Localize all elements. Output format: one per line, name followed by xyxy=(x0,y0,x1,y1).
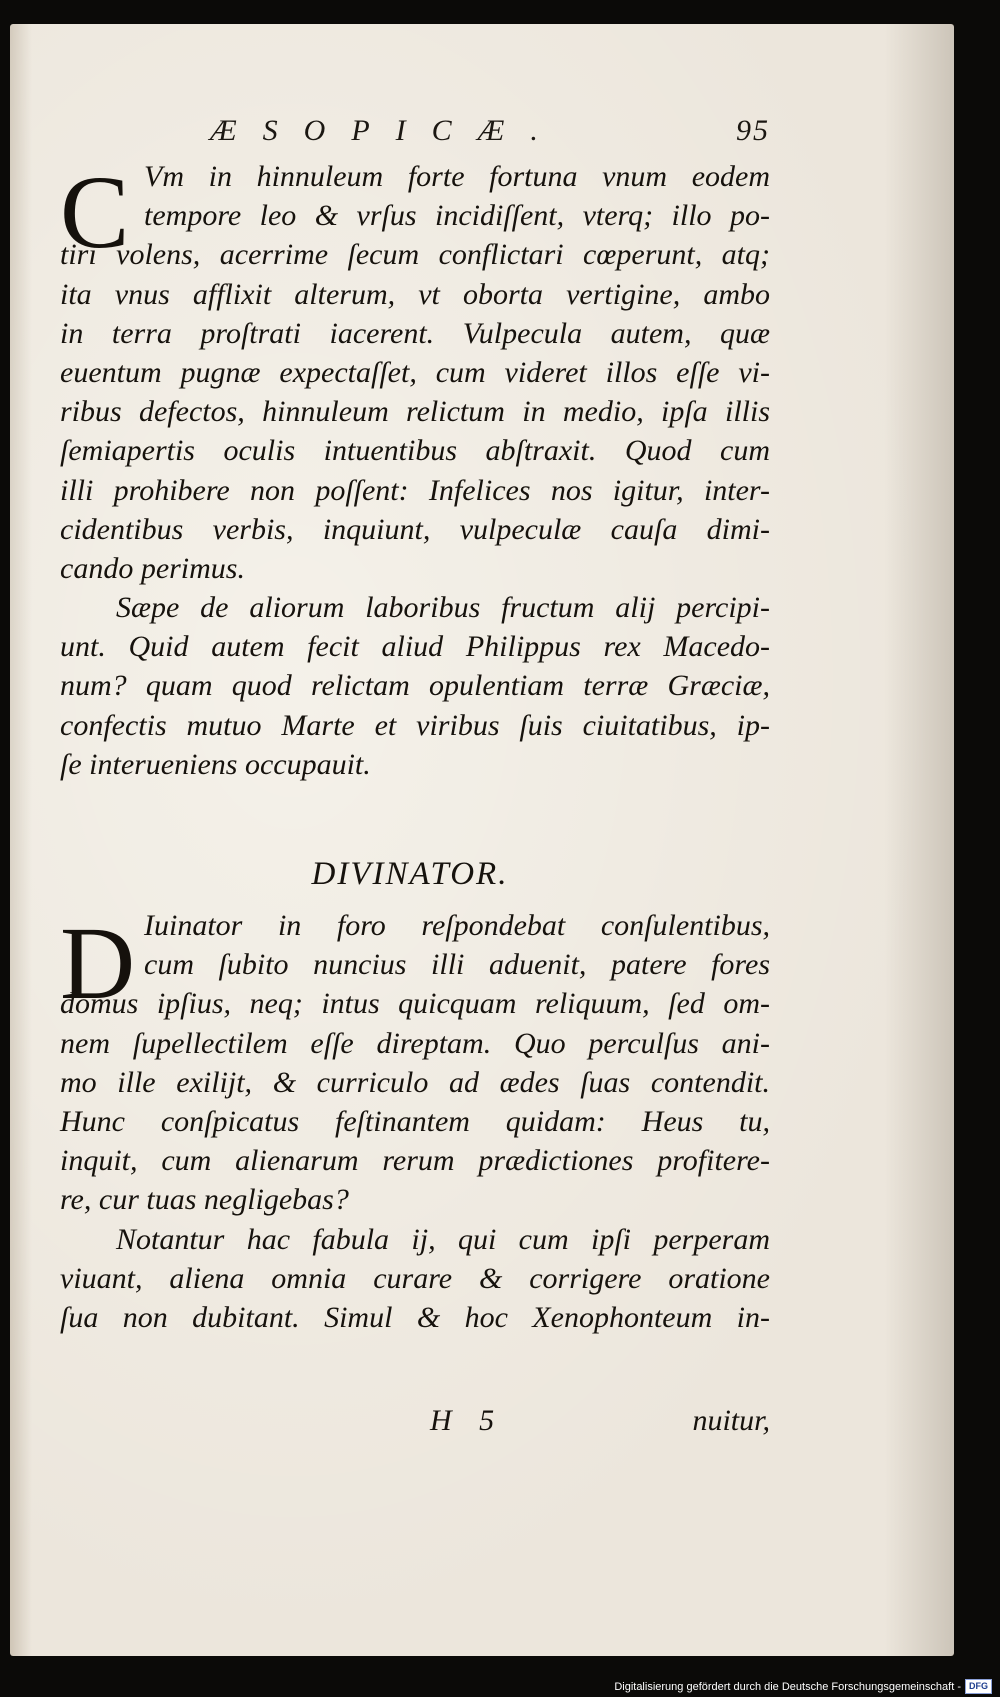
text-line: ſemiapertis oculis intuentibus abſtraxit. Quod cum xyxy=(60,434,770,468)
page-header xyxy=(210,114,770,154)
text-line: euentum pugnæ expectaſſet, cum videret illos eſſe vi- xyxy=(60,355,770,389)
moral-line: viuant, aliena omnia curare & corrigere oratione xyxy=(60,1261,770,1295)
text-line: cando perimus. xyxy=(60,551,245,585)
text-line: nem ſupellectilem eſſe direptam. Quo perculſus ani- xyxy=(60,1026,770,1060)
section-heading: DIVINATOR. xyxy=(311,856,509,892)
dfg-logo: DFG xyxy=(965,1679,992,1694)
text-line: domus ipſius, neq; intus quicquam reliquum, ſed om- xyxy=(60,987,770,1021)
text-line: ita vnus afflixit alterum, vt oborta vertigine, ambo xyxy=(60,277,770,311)
text-line: illi prohibere non poſſent: Infelices nos igitur, inter- xyxy=(60,473,770,507)
book-page xyxy=(10,24,954,1656)
credit-text: Digitalisierung gefördert durch die Deutsche Forschungsgemeinschaft - xyxy=(614,1680,961,1693)
text-line: inquit, cum alienarum rerum prædictiones profitere- xyxy=(60,1144,770,1178)
catchword: nuitur, xyxy=(692,1404,770,1437)
text-line: cum ſubito nuncius illi aduenit, patere fores xyxy=(144,948,770,982)
fable-lion-bear xyxy=(60,157,770,784)
page-number: 95 xyxy=(736,114,770,147)
drop-cap-d: D xyxy=(60,906,136,1021)
page-footer xyxy=(60,1404,770,1444)
moral-line: ſua non dubitant. Simul & hoc Xenophonteum in- xyxy=(60,1300,770,1334)
fable-divinator xyxy=(60,906,770,1337)
moral-line: unt. Quid autem fecit aliud Philippus rex Macedo- xyxy=(60,630,770,664)
text-line: cidentibus verbis, inquiunt, vulpeculæ cauſa dimi- xyxy=(60,512,770,546)
moral-line: confectis mutuo Marte et viribus ſuis ciuitatibus, ip- xyxy=(60,708,770,742)
moral-line: Sæpe de aliorum laboribus fructum alij percipi- xyxy=(116,591,770,625)
text-line: in terra proſtrati iacerent. Vulpecula autem, quæ xyxy=(60,316,770,350)
text-line: tempore leo & vrſus incidiſſent, vterq; illo po- xyxy=(144,199,770,233)
running-head: ÆSOPICÆ. xyxy=(210,114,564,147)
moral-line: num? quam quod relictam opulentiam terræ Græciæ, xyxy=(60,669,770,703)
text-line: re, cur tuas negligebas? xyxy=(60,1183,349,1217)
drop-cap-c: C xyxy=(60,155,130,270)
moral-line: ſe interueniens occupauit. xyxy=(60,747,371,781)
text-line: Iuinator in foro reſpondebat conſulentibus, xyxy=(144,909,770,942)
moral-line: Notantur hac fabula ij, qui cum ipſi perperam xyxy=(116,1222,770,1256)
text-line: tiri volens, acerrime ſecum conflictari cœperunt, atq; xyxy=(60,238,770,272)
text-line: mo ille exilijt, & curriculo ad ædes ſuas contendit. xyxy=(60,1065,770,1099)
text-line: Vm in hinnuleum forte fortuna vnum eodem xyxy=(144,160,770,193)
text-line: Hunc conſpicatus feſtinantem quidam: Heus tu, xyxy=(60,1104,770,1138)
signature-mark: H 5 xyxy=(430,1404,505,1437)
text-line: ribus defectos, hinnuleum relictum in medio, ipſa illis xyxy=(60,395,770,429)
digitization-credit xyxy=(614,1678,992,1695)
